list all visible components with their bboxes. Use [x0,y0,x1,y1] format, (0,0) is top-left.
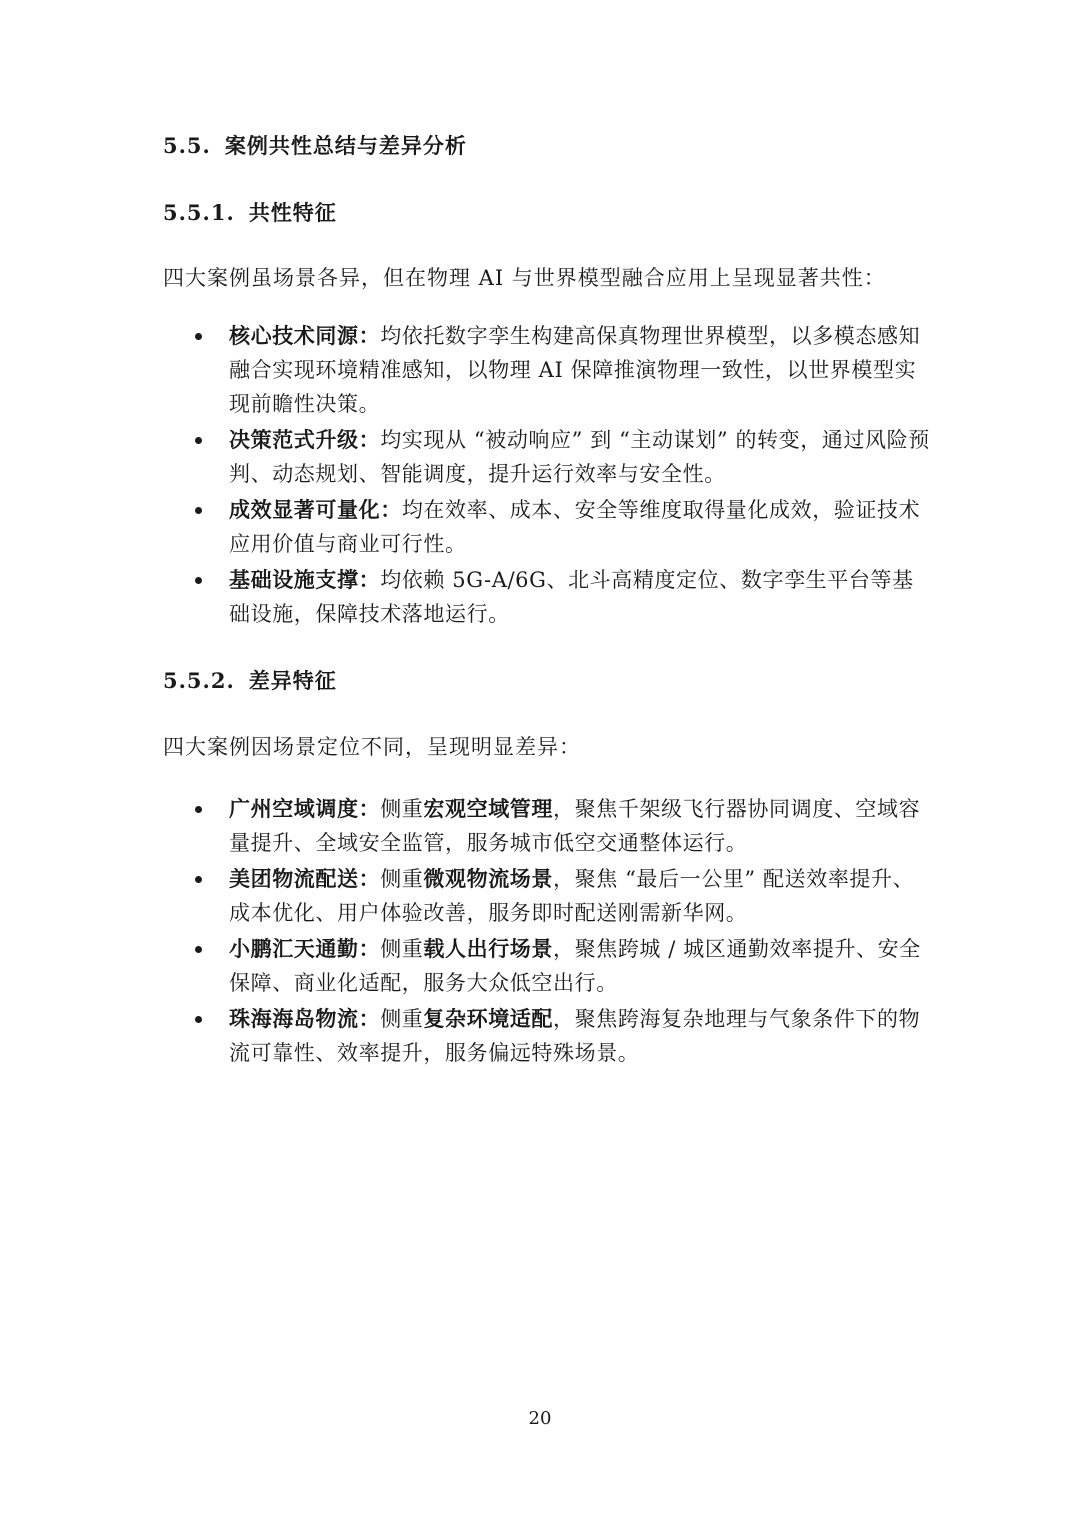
bullet-icon [195,333,202,340]
item-label: 广州空域调度： [229,796,381,821]
diff-intro-paragraph: 四大案例因场景定位不同，呈现明显差异： [163,735,581,759]
item-text: 均依托数字孪生构建高保真物理世界模型，以多模态感知融合实现环境精准感知，以物理 AI 保障推演物理一致性，以世界模型实现前瞻性决策。 [229,324,921,416]
item-label: 基础设施支撑： [229,567,381,592]
section-title: 案例共性总结与差异分析 [224,133,467,158]
bullet-icon [195,1016,202,1023]
list-item [195,1002,935,1070]
section-number: 5.5. [163,133,211,158]
item-text: 均在效率、成本、安全等维度取得量化成效，验证技术应用价值与商业可行性。 [229,498,921,556]
item-text: 均实现从 “被动响应” 到 “主动谋划” 的转变，通过风险预判、动态规划、智能调度，提升运行效率与安全性。 [229,428,930,486]
item-label: 决策范式升级： [229,427,381,452]
item-label: 美团物流配送： [229,866,381,891]
section-heading [163,133,467,158]
item-emphasis: 宏观空域管理 [423,796,554,821]
item-text: ，聚焦千架级飞行器协同调度、空域容量提升、全域安全监管，服务城市低空交通整体运行。 [229,797,921,855]
item-text: ，聚焦跨城 / 城区通勤效率提升、安全保障、商业化适配，服务大众低空出行。 [229,937,921,995]
item-label: 核心技术同源： [229,323,381,348]
item-label: 珠海海岛物流： [229,1006,381,1031]
item-prefix: 侧重 [380,797,424,821]
item-emphasis: 复杂环境适配 [423,1006,554,1031]
list-item [195,792,935,860]
item-prefix: 侧重 [380,1007,424,1031]
bullet-icon [195,577,202,584]
item-emphasis: 载人出行场景 [423,936,554,961]
item-label: 成效显著可量化： [229,497,402,522]
bullet-icon [195,437,202,444]
diff-features-list [195,792,935,1072]
common-intro-paragraph: 四大案例虽场景各异，但在物理 AI 与世界模型融合应用上呈现显著共性： [163,266,886,290]
item-label: 小鹏汇天通勤： [229,936,381,961]
bullet-icon [195,507,202,514]
list-item [195,932,935,1000]
bullet-icon [195,876,202,883]
bullet-icon [195,946,202,953]
subsection-title: 差异特征 [248,668,337,693]
subsection-number: 5.5.2. [163,668,235,693]
list-item [195,563,935,631]
item-text: 均依赖 5G-A/6G、北斗高精度定位、数字孪生平台等基础设施，保障技术落地运行。 [229,568,914,626]
subsection-heading-common [163,200,337,225]
bullet-icon [195,806,202,813]
list-item [195,493,935,561]
common-features-list [195,319,935,633]
list-item [195,862,935,930]
list-item [195,423,935,491]
page-number: 20 [528,1408,552,1429]
item-prefix: 侧重 [380,867,424,891]
item-text: ，聚焦 “最后一公里” 配送效率提升、成本优化、用户体验改善，服务即时配送刚需新华网。 [229,867,915,925]
item-text: ，聚焦跨海复杂地理与气象条件下的物流可靠性、效率提升，服务偏远特殊场景。 [229,1007,921,1065]
list-item [195,319,935,421]
item-emphasis: 微观物流场景 [423,866,554,891]
subsection-heading-diff [163,668,337,693]
subsection-number: 5.5.1. [163,200,235,225]
subsection-title: 共性特征 [248,200,337,225]
item-prefix: 侧重 [380,937,424,961]
